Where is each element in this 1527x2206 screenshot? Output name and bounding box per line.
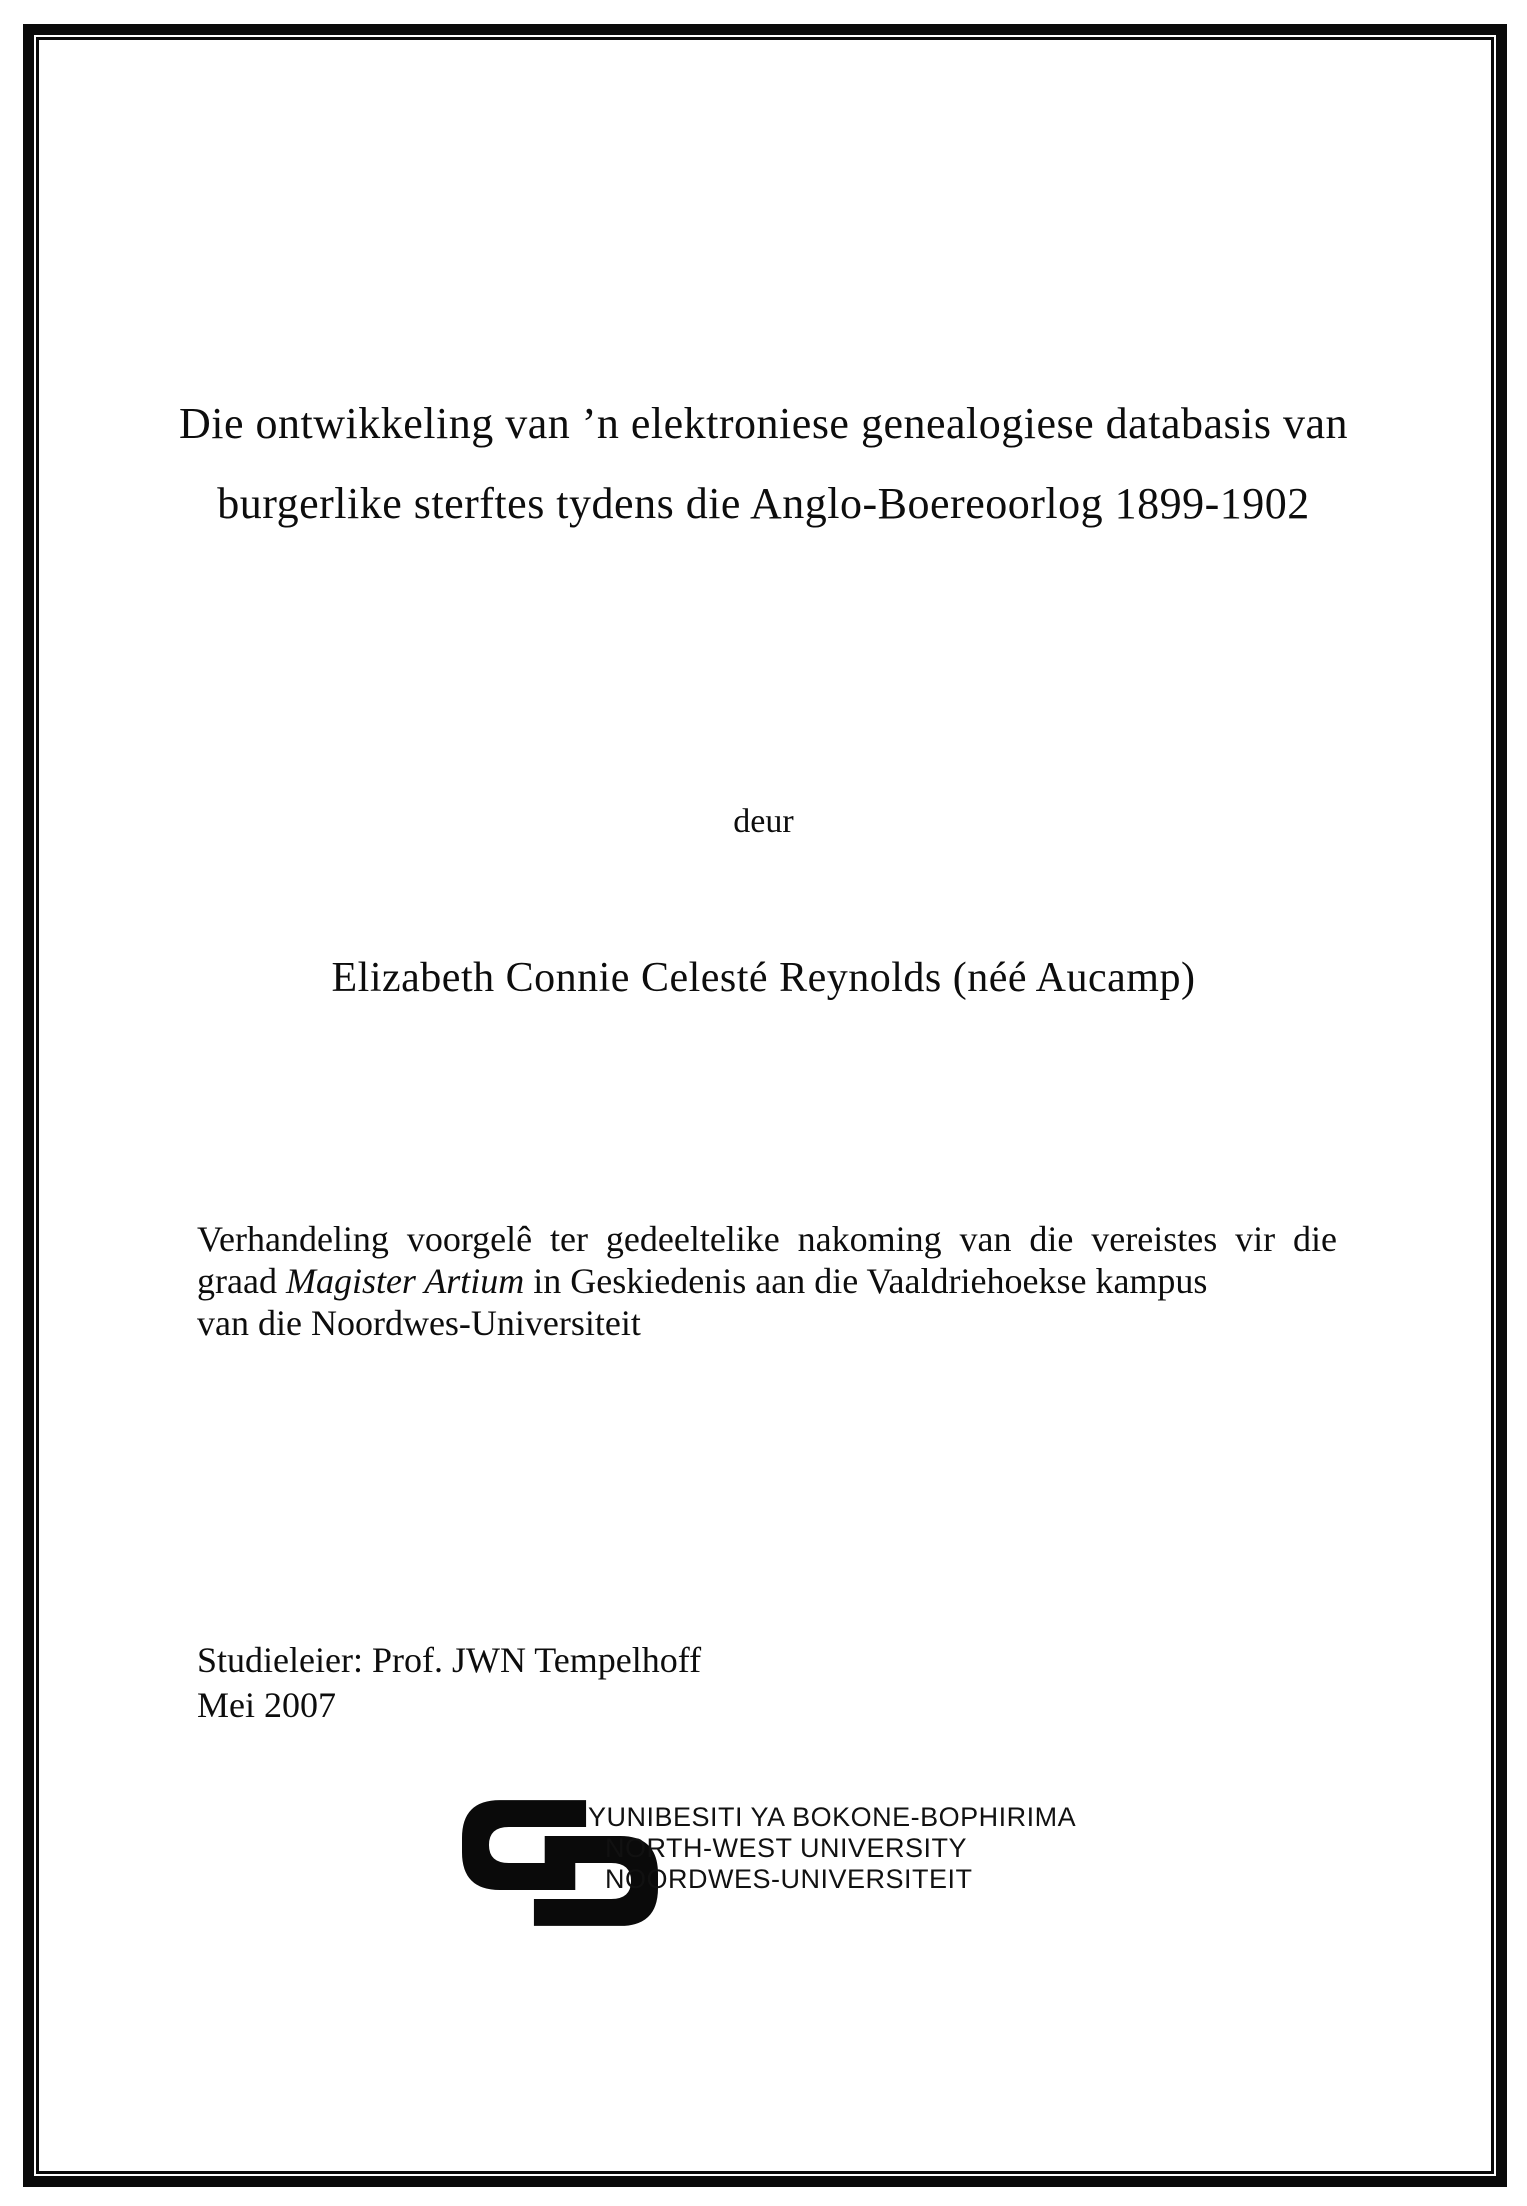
thesis-title-line2: burgerlike sterftes tydens die Anglo-Boereoorlog 1899-1902: [217, 479, 1310, 528]
degree-statement-line2-suffix: in Geskiedenis aan die Vaaldriehoekse kampus: [524, 1261, 1208, 1301]
degree-statement-line2: [197, 1260, 1337, 1302]
thesis-title: [95, 384, 1432, 544]
nwu-logo-line2: NORTH-WEST UNIVERSITY: [605, 1833, 968, 1863]
degree-statement-line1: Verhandeling voorgelê ter gedeeltelike nakoming van die vereistes vir die: [197, 1219, 1337, 1259]
nwu-logo-line3: NOORDWES-UNIVERSITEIT: [605, 1864, 973, 1894]
thesis-title-line1: Die ontwikkeling van ’n elektroniese genealogiese databasis van: [178, 399, 1348, 448]
degree-statement-line2-prefix: graad: [197, 1261, 286, 1301]
degree-statement-line3: van die Noordwes-Universiteit: [197, 1303, 641, 1343]
nwu-logo-line1: YUNIBESITI YA BOKONE-BOPHIRIMA: [588, 1802, 1077, 1832]
supervisor-block: [197, 1638, 701, 1728]
author-name: Elizabeth Connie Celesté Reynolds (néé Aucamp): [331, 955, 1196, 1001]
supervisor-line: Studieleier: Prof. JWN Tempelhoff: [197, 1640, 702, 1680]
byline: deur: [733, 803, 794, 840]
nwu-logo: [462, 1797, 1162, 1937]
degree-name-italic: Magister Artium: [285, 1261, 525, 1301]
nwu-logo-text: [588, 1802, 1076, 1895]
date-line: Mei 2007: [197, 1685, 336, 1725]
degree-statement: [197, 1218, 1337, 1344]
